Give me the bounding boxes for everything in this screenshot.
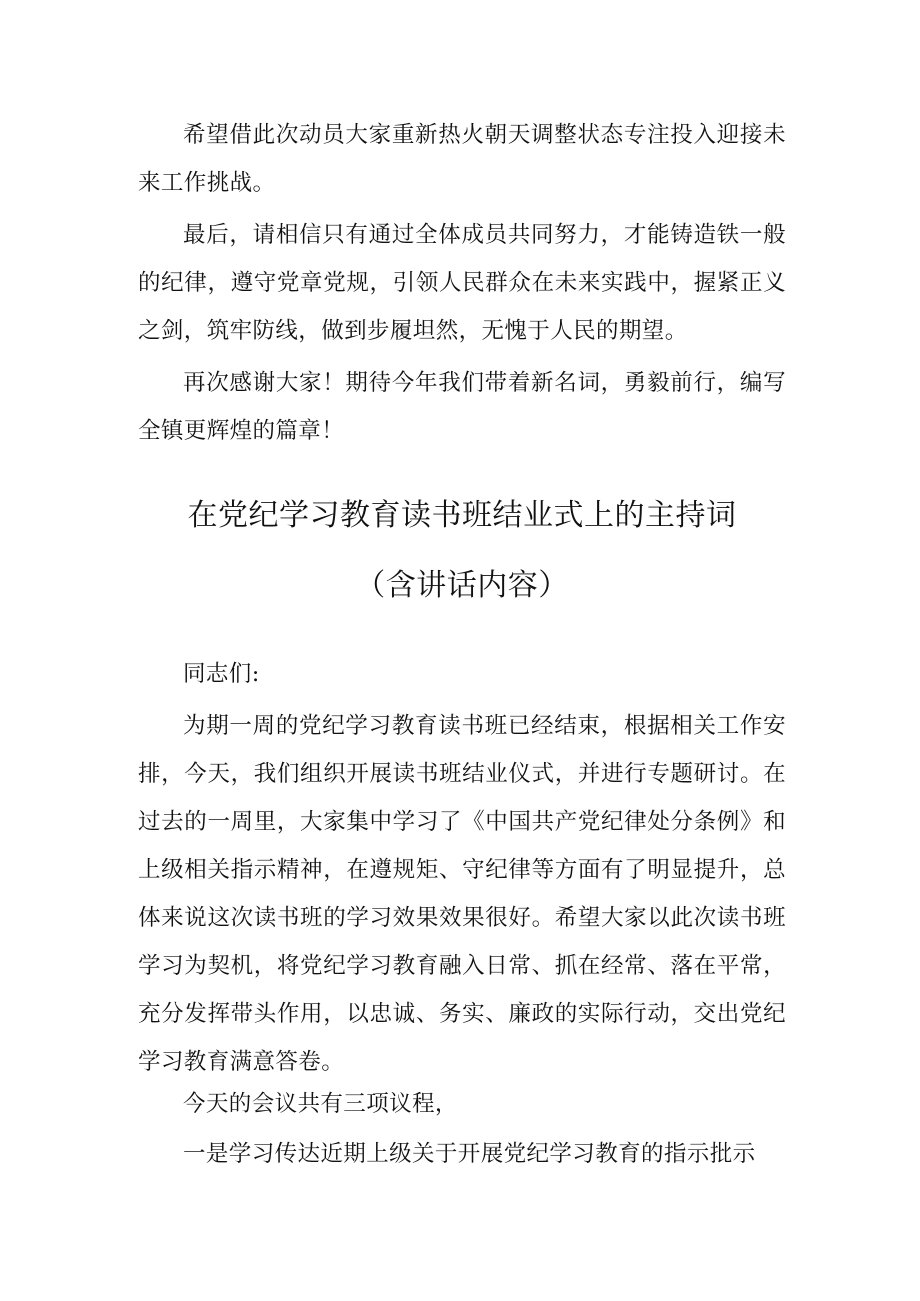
- paragraph-thanks: 再次感谢大家！期待今年我们带着新名词，勇毅前行，编写全镇更辉煌的篇章！: [138, 370, 786, 444]
- paragraph-closing-remarks: 最后，请相信只有通过全体成员共同努力，才能铸造铁一般的纪律，遵守党章党规，引领人民群众在未来实践中，握紧正义之剑，筑牢防线，做到步履坦然，无愧于人民的期望。: [138, 222, 786, 344]
- paragraph-mobilization-hope: 希望借此次动员大家重新热火朝天调整状态专注投入迎接未来工作挑战。: [138, 122, 786, 196]
- salutation: 同志们:: [183, 661, 260, 687]
- document-subtitle: （含讲话内容）: [355, 568, 569, 603]
- paragraph-agenda-item-one: 一是学习传达近期上级关于开展党纪学习教育的指示批示: [183, 1141, 756, 1167]
- paragraph-study-summary: 为期一周的党纪学习教育读书班已经结束，根据相关工作安排，今天，我们组织开展读书班结业仪式，并进行专题研讨。在过去的一周里，大家集中学习了《中国共产党纪律处分条例》和上级相关指示精神，在遵规矩、守纪律等方面有了明显提升，总体来说这次读书班的学习效果效果很好。希望大家以此次读书班学习为契机，将党纪学习教育融入日常、抓在经常、落在平常，充分发挥带头作用，以忠诚、务实、廉政的实际行动，交出党纪学习教育满意答卷。: [138, 713, 786, 1075]
- document-title: 在党纪学习教育读书班结业式上的主持词: [187, 498, 737, 533]
- paragraph-agenda-intro: 今天的会议共有三项议程，: [183, 1091, 458, 1117]
